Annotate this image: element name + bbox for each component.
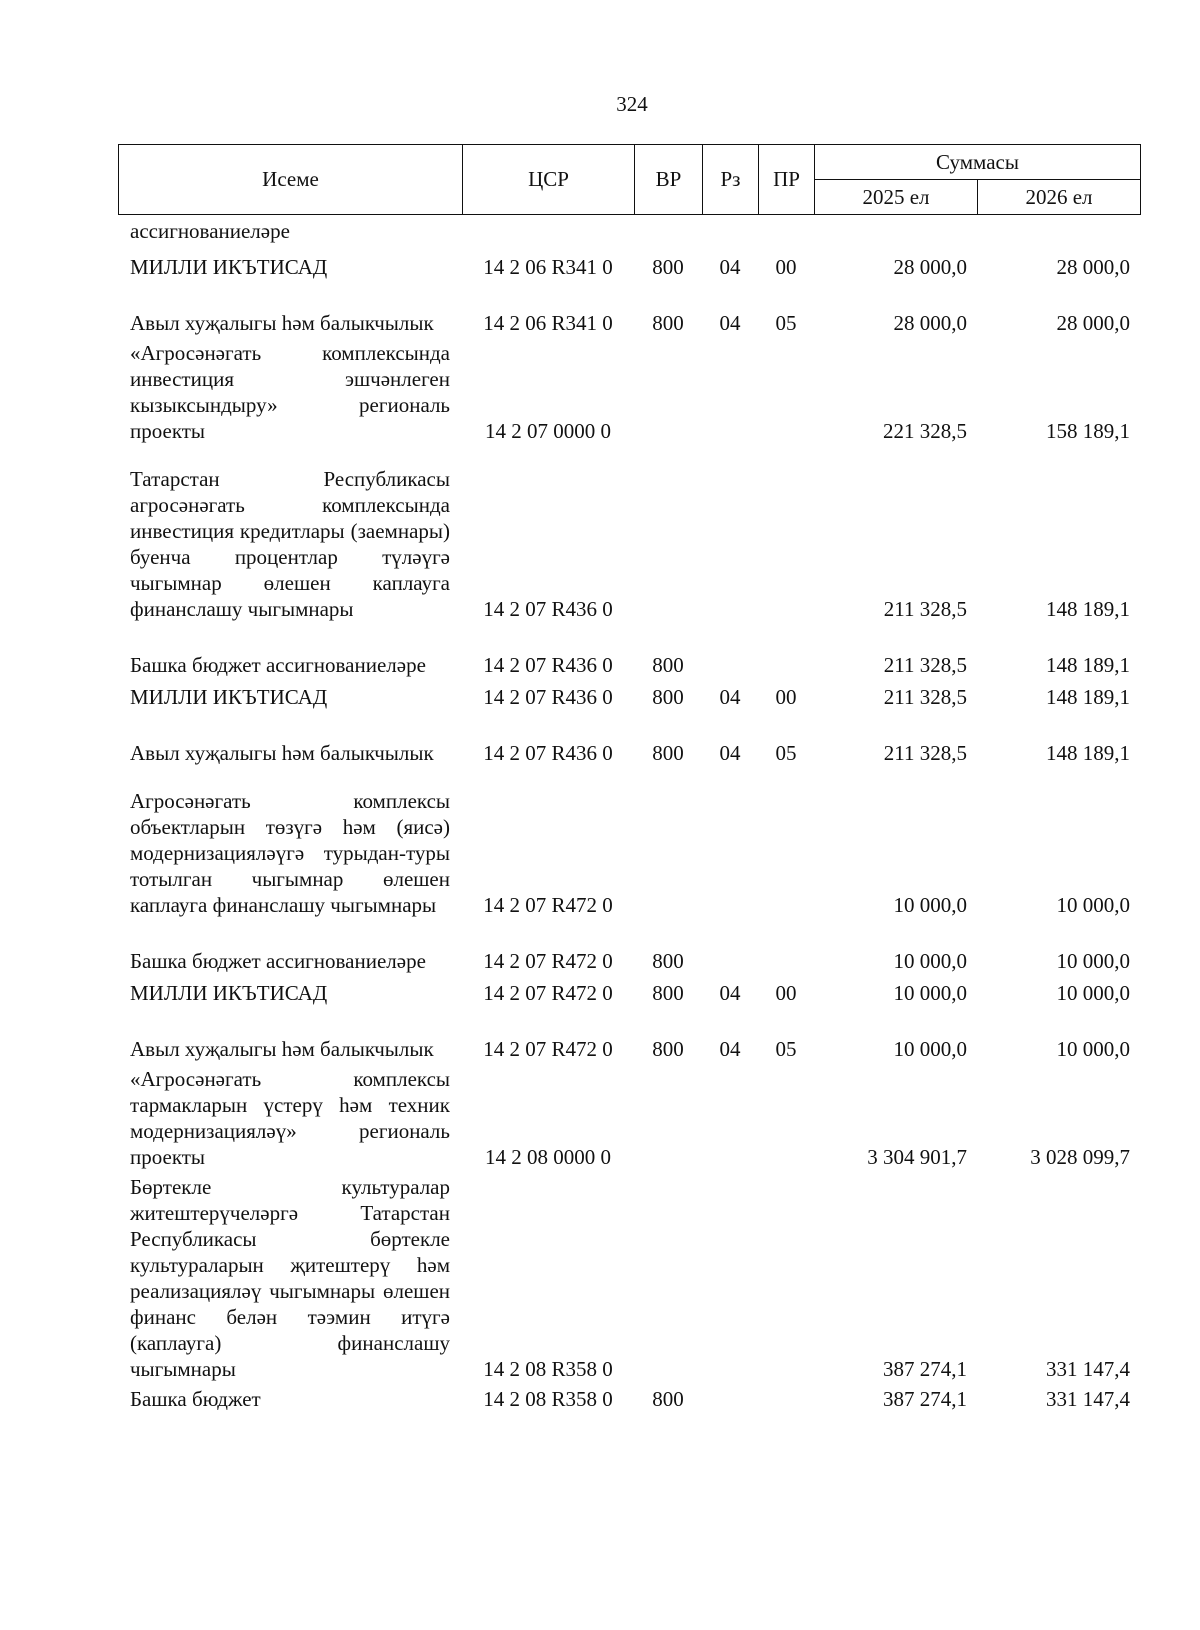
row-rz [702, 770, 758, 922]
header-csr: ЦСР [463, 145, 635, 215]
row-name: Башка бюджет ассигнованиеләре [130, 653, 426, 677]
row-pr [758, 922, 814, 978]
row-pr: 00 [775, 981, 797, 1005]
row-name: Агросәнәгать комплексы объектларын төзүгә һәм (яисә) модернизацияләүгә турыдан-туры тотылган чыгымнар өлешен каплауга финанслашу чыгымнары [130, 789, 450, 917]
row-vr: 800 [652, 653, 684, 677]
row-csr: 14 2 07 R472 0 [483, 1037, 613, 1061]
row-rz [702, 218, 758, 248]
row-sum-2026: 3 028 099,7 [1030, 1145, 1130, 1169]
table-row [118, 1174, 1140, 1386]
row-sum-2026: 148 189,1 [1046, 685, 1130, 709]
row-pr [758, 218, 814, 248]
row-rz: 04 [719, 981, 741, 1005]
header-pr: ПР [759, 145, 815, 215]
row-sum-2025: 211 328,5 [883, 653, 967, 677]
row-sum-2025: 221 328,5 [883, 419, 967, 443]
row-rz [702, 1386, 758, 1426]
table-row [118, 1386, 1140, 1426]
header-year-2026: 2026 ел [978, 180, 1141, 215]
table-row [118, 626, 1140, 682]
table-row [118, 922, 1140, 978]
row-csr: 14 2 06 R341 0 [483, 311, 613, 335]
row-csr: 14 2 08 0000 0 [485, 1145, 611, 1169]
row-name: Татарстан Республикасы агросәнәгать комплексында инвестиция кредитлары (заемнары) буенча процентлар түләүгә чыгымнар өлешен каплауга финанслашу чыгымнары [130, 467, 450, 621]
table-row [118, 1066, 1140, 1174]
row-pr [758, 770, 814, 922]
row-name: ассигнованиеләре [130, 219, 290, 243]
row-sum-2026: 148 189,1 [1046, 653, 1130, 677]
row-csr: 14 2 08 R358 0 [483, 1357, 613, 1381]
row-sum-2026: 10 000,0 [1056, 949, 1130, 973]
row-sum-2026: 28 000,0 [1056, 311, 1130, 335]
row-name: Авыл хуҗалыгы һәм балыкчылык [130, 741, 434, 765]
row-vr [634, 340, 702, 448]
row-vr: 800 [652, 949, 684, 973]
row-vr: 800 [652, 1037, 684, 1061]
row-name: Авыл хуҗалыгы һәм балыкчылык [130, 1037, 434, 1061]
row-pr [758, 448, 814, 626]
row-pr: 05 [775, 1037, 797, 1061]
row-csr: 14 2 07 R472 0 [483, 949, 613, 973]
table-row [118, 448, 1140, 626]
row-rz: 04 [719, 741, 741, 765]
row-csr: 14 2 07 R472 0 [483, 981, 613, 1005]
row-sum-2025: 10 000,0 [893, 949, 967, 973]
row-rz [702, 1174, 758, 1386]
row-sum-2026: 10 000,0 [1056, 981, 1130, 1005]
row-sum-2026: 331 147,4 [1046, 1357, 1130, 1381]
row-vr: 800 [652, 981, 684, 1005]
row-csr: 14 2 07 R436 0 [483, 685, 613, 709]
row-pr [758, 1386, 814, 1426]
row-rz: 04 [719, 685, 741, 709]
row-csr: 14 2 07 R436 0 [483, 653, 613, 677]
row-name: Башка бюджет ассигнованиеләре [130, 949, 426, 973]
row-pr: 05 [775, 311, 797, 335]
row-pr [758, 626, 814, 682]
row-sum-2026: 331 147,4 [1046, 1387, 1130, 1411]
row-name: Башка бюджет [130, 1387, 261, 1411]
row-sum-2026: 158 189,1 [1046, 419, 1130, 443]
row-sum-2025: 10 000,0 [893, 981, 967, 1005]
table-row [118, 284, 1140, 340]
row-rz: 04 [719, 255, 741, 279]
row-sum-2026: 10 000,0 [1056, 1037, 1130, 1061]
row-rz [702, 448, 758, 626]
row-sum-2025: 28 000,0 [893, 311, 967, 335]
row-name: Авыл хуҗалыгы һәм балыкчылык [130, 311, 434, 335]
row-vr: 800 [652, 685, 684, 709]
row-csr: 14 2 06 R341 0 [483, 255, 613, 279]
row-sum-2025: 211 328,5 [883, 741, 967, 765]
table-row [118, 248, 1140, 284]
row-pr [758, 340, 814, 448]
row-sum-2026: 10 000,0 [1056, 893, 1130, 917]
table-row [118, 682, 1140, 714]
row-rz [702, 340, 758, 448]
header-rz: Рз [703, 145, 759, 215]
row-vr: 800 [652, 741, 684, 765]
table-row [118, 770, 1140, 922]
page-number: 324 [616, 92, 648, 116]
row-sum-2025: 28 000,0 [893, 255, 967, 279]
table-row [118, 714, 1140, 770]
row-sum-2025: 10 000,0 [893, 1037, 967, 1061]
table-header [118, 144, 1141, 215]
row-vr [634, 770, 702, 922]
row-pr: 00 [775, 685, 797, 709]
header-sums: Суммасы [815, 145, 1141, 180]
row-vr: 800 [652, 255, 684, 279]
row-sum-2026 [977, 218, 1140, 248]
row-csr: 14 2 07 R436 0 [483, 597, 613, 621]
header-name: Исеме [119, 145, 463, 215]
row-rz: 04 [719, 1037, 741, 1061]
table-row [118, 340, 1140, 448]
table-row [118, 978, 1140, 1010]
row-sum-2025: 3 304 901,7 [867, 1145, 967, 1169]
table-row [118, 218, 1140, 248]
row-sum-2025: 211 328,5 [883, 685, 967, 709]
row-name: МИЛЛИ ИКЪТИСАД [130, 685, 328, 709]
row-sum-2025: 10 000,0 [893, 893, 967, 917]
row-rz [702, 922, 758, 978]
row-vr: 800 [652, 311, 684, 335]
row-name: МИЛЛИ ИКЪТИСАД [130, 981, 328, 1005]
row-csr: 14 2 07 0000 0 [485, 419, 611, 443]
budget-table [118, 218, 1140, 1426]
row-name: «Агросәнәгать комплексы тармакларын үстерү һәм техник модернизацияләү» региональ проекты [130, 1067, 450, 1169]
header-vr: ВР [635, 145, 703, 215]
row-csr [462, 218, 634, 248]
row-pr: 00 [775, 255, 797, 279]
row-sum-2025: 387 274,1 [883, 1387, 967, 1411]
row-sum-2026: 28 000,0 [1056, 255, 1130, 279]
row-csr: 14 2 07 R436 0 [483, 741, 613, 765]
row-pr: 05 [775, 741, 797, 765]
row-rz: 04 [719, 311, 741, 335]
row-name: «Агросәнәгать комплексында инвестиция эшчәнлеген кызыксындыру» региональ проекты [130, 341, 450, 443]
row-vr [634, 218, 702, 248]
row-sum-2025: 387 274,1 [883, 1357, 967, 1381]
row-sum-2026: 148 189,1 [1046, 741, 1130, 765]
row-rz [702, 626, 758, 682]
row-pr [758, 1174, 814, 1386]
row-csr: 14 2 08 R358 0 [483, 1387, 613, 1411]
row-vr: 800 [652, 1387, 684, 1411]
row-name: МИЛЛИ ИКЪТИСАД [130, 255, 328, 279]
row-sum-2025: 211 328,5 [883, 597, 967, 621]
row-vr [634, 1066, 702, 1174]
row-csr: 14 2 07 R472 0 [483, 893, 613, 917]
row-sum-2026: 148 189,1 [1046, 597, 1130, 621]
row-sum-2025 [814, 218, 977, 248]
header-year-2025: 2025 ел [815, 180, 978, 215]
table-row [118, 1010, 1140, 1066]
row-name: Бөртекле культуралар житештерүчеләргә Татарстан Республикасы бөртекле культураларын җитештерү һәм реализацияләү чыгымнары өлешен финанс белән тәэмин итүгә (каплауга) финанслашу чыгымнары [130, 1175, 450, 1381]
row-vr [634, 1174, 702, 1386]
row-pr [758, 1066, 814, 1174]
row-vr [634, 448, 702, 626]
row-rz [702, 1066, 758, 1174]
